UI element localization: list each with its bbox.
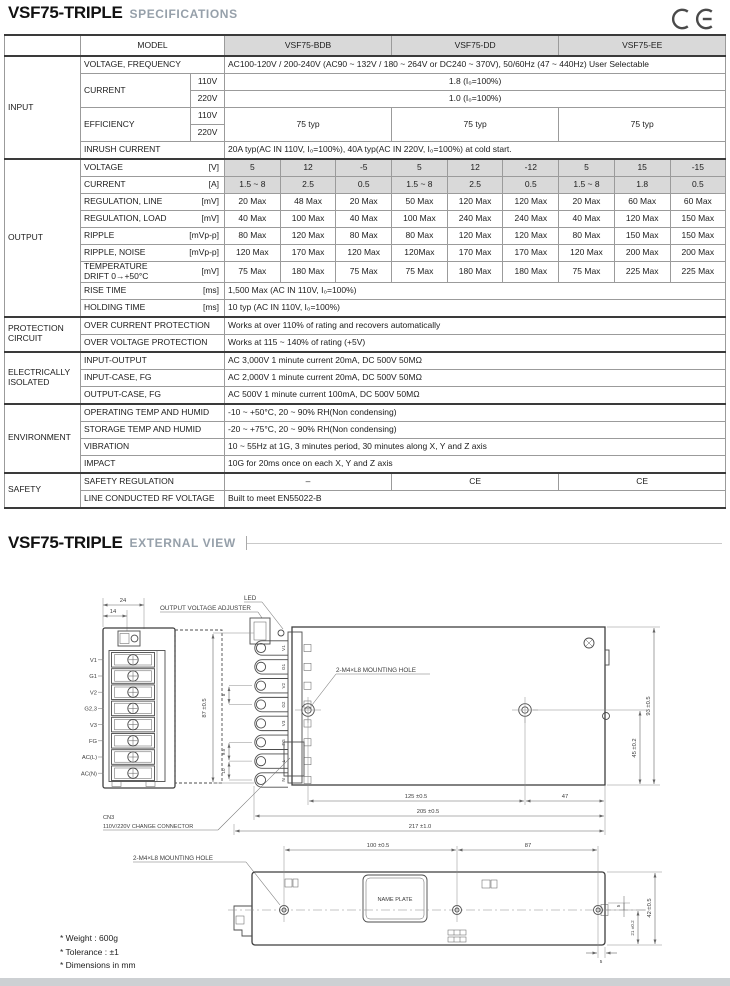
dim-87b: 87	[524, 843, 532, 849]
mounting-hole	[280, 846, 289, 922]
value-cell: 40 Max	[559, 211, 615, 228]
value-cell: Works at 115 ~ 140% of rating (+5V)	[225, 334, 726, 352]
dim-93: 93 ±0.5	[646, 696, 652, 716]
terminal-label: V2	[89, 690, 97, 697]
value-cell: 75 Max	[392, 262, 448, 283]
value-cell: 75 typ	[392, 108, 559, 142]
value-cell: –	[225, 473, 392, 491]
table-row	[5, 177, 726, 194]
mounting-hole-label: 2-M4×L8 MOUNTING HOLE	[133, 855, 213, 862]
row-label: CURRENT	[81, 74, 191, 108]
note-dimensions: * Dimensions in mm	[60, 960, 136, 970]
row-label: RIPPLE [mVp-p]	[81, 228, 225, 245]
table-row	[5, 194, 726, 211]
value-cell: 180 Max	[280, 262, 336, 283]
model-name-cell: VSF75-DD	[392, 35, 559, 56]
value-cell: 75 Max	[336, 262, 392, 283]
empty-corner-cell	[5, 35, 81, 56]
value-cell: 225 Max	[670, 262, 726, 283]
dim-47: 47	[561, 794, 569, 800]
ce-mark-logo	[668, 6, 720, 32]
value-cell: 80 Max	[559, 228, 615, 245]
dim-205: 205 ±0.5	[416, 809, 440, 815]
name-plate-label: NAME PLATE	[377, 897, 413, 903]
terminal-label: AC(L)	[81, 755, 97, 762]
dim-9-5: 9.5	[221, 748, 226, 756]
table-row	[5, 142, 726, 160]
section-label-safety: SAFETY	[5, 473, 81, 508]
value-cell: 60 Max	[670, 194, 726, 211]
row-label: REGULATION, LOAD [mV]	[81, 211, 225, 228]
table-row	[5, 404, 726, 422]
value-cell: 48 Max	[280, 194, 336, 211]
value-cell: 75 Max	[559, 262, 615, 283]
specifications-table	[4, 34, 726, 509]
value-cell: 100 Max	[392, 211, 448, 228]
value-cell: 225 Max	[614, 262, 670, 283]
value-cell: 170 Max	[280, 245, 336, 262]
value-cell: 20 Max	[336, 194, 392, 211]
front-view	[81, 598, 222, 788]
value-cell: 75 Max	[225, 262, 281, 283]
value-cell: 5	[225, 159, 281, 177]
terminal-label: G1	[281, 663, 286, 670]
value-cell: 20 Max	[559, 194, 615, 211]
value-cell: 150 Max	[670, 228, 726, 245]
terminal-label: N	[281, 778, 286, 782]
terminal-label: G2	[281, 701, 286, 708]
value-cell: Built to meet EN55022-B	[225, 490, 726, 508]
value-cell: -10 ~ +50°C, 20 ~ 90% RH(Non condensing)	[225, 404, 726, 422]
dim-21: 21 ±0.2	[630, 920, 635, 936]
row-label: STORAGE TEMP AND HUMID	[81, 421, 225, 438]
terminal-label: AC(N)	[80, 771, 97, 778]
value-cell: 80 Max	[225, 228, 281, 245]
note-weight: * Weight : 600g	[60, 933, 118, 943]
row-label: SAFETY REGULATION	[81, 473, 225, 491]
table-row	[5, 262, 726, 283]
terminal-label: V3	[89, 722, 97, 729]
sub-label: 220V	[191, 91, 225, 108]
specifications-header	[8, 3, 722, 23]
note-tolerance: * Tolerance : ±1	[60, 946, 119, 957]
value-cell: 240 Max	[503, 211, 559, 228]
value-cell: 15	[614, 159, 670, 177]
value-cell: 120 Max	[559, 245, 615, 262]
value-cell: 150 Max	[670, 211, 726, 228]
value-cell: -12	[503, 159, 559, 177]
table-row	[5, 334, 726, 352]
model-name-cell: VSF75-EE	[559, 35, 726, 56]
value-cell: 200 Max	[670, 245, 726, 262]
value-cell: 5	[392, 159, 448, 177]
table-row	[5, 159, 726, 177]
value-cell: 20 Max	[225, 194, 281, 211]
section-label-protection: PROTECTION CIRCUIT	[5, 317, 81, 352]
dim-24: 24	[119, 598, 127, 604]
external-view-drawing	[0, 560, 730, 986]
side-view	[133, 843, 662, 964]
row-label: HOLDING TIME [ms]	[81, 299, 225, 317]
value-cell: 12	[280, 159, 336, 177]
value-cell: 5	[559, 159, 615, 177]
mounting-hole	[453, 846, 462, 922]
row-label: RIPPLE, NOISE [mVp-p]	[81, 245, 225, 262]
dim-125: 125 ±0.5	[404, 794, 428, 800]
dim-42: 42 ±0.5	[647, 898, 653, 918]
table-row	[5, 421, 726, 438]
table-row	[5, 299, 726, 317]
model-header-row	[5, 35, 726, 56]
page-bottom-edge	[0, 978, 730, 986]
value-cell: 170 Max	[503, 245, 559, 262]
value-cell: 0.5	[336, 177, 392, 194]
value-cell: 120 Max	[447, 194, 503, 211]
row-label: INPUT-OUTPUT	[81, 352, 225, 370]
value-cell: 180 Max	[447, 262, 503, 283]
value-cell: 80 Max	[392, 228, 448, 245]
value-cell: 120 Max	[614, 211, 670, 228]
value-cell: 120Max	[392, 245, 448, 262]
row-label: OPERATING TEMP AND HUMID	[81, 404, 225, 422]
value-cell: 120 Max	[503, 194, 559, 211]
mounting-hole	[594, 846, 609, 958]
row-label: INPUT-CASE, FG	[81, 369, 225, 386]
model-label-cell: MODEL	[81, 35, 225, 56]
table-row	[5, 282, 726, 299]
value-cell: 80 Max	[336, 228, 392, 245]
page-subtitle: SPECIFICATIONS	[129, 7, 238, 21]
value-cell: AC 2,000V 1 minute current 20mA, DC 500V 50MΩ	[225, 369, 726, 386]
table-row	[5, 211, 726, 228]
dim-5-top: 5	[616, 904, 621, 908]
table-row	[5, 245, 726, 262]
value-cell: 0.5	[503, 177, 559, 194]
value-cell: 120 Max	[336, 245, 392, 262]
row-label: EFFICIENCY	[81, 108, 191, 142]
value-cell: 50 Max	[392, 194, 448, 211]
value-cell: 120 Max	[225, 245, 281, 262]
value-cell: 150 Max	[614, 228, 670, 245]
value-cell: 240 Max	[447, 211, 503, 228]
change-connector-label: 110V/220V CHANGE CONNECTOR	[103, 824, 194, 830]
model-name-cell: VSF75-BDB	[225, 35, 392, 56]
value-cell: 1.5 ~ 8	[559, 177, 615, 194]
section-label-input: INPUT	[5, 56, 81, 159]
value-cell: CE	[559, 473, 726, 491]
row-label: OVER CURRENT PROTECTION	[81, 317, 225, 335]
terminal-label: FG	[281, 739, 286, 746]
value-cell: 75 typ	[225, 108, 392, 142]
view-subtitle: EXTERNAL VIEW	[129, 536, 236, 550]
table-row	[5, 108, 726, 125]
table-row	[5, 317, 726, 335]
sub-label: 110V	[191, 74, 225, 91]
cn3-label: CN3	[103, 815, 115, 821]
section-label-environment: ENVIRONMENT	[5, 404, 81, 473]
value-cell: 100 Max	[280, 211, 336, 228]
value-cell: AC 3,000V 1 minute current 20mA, DC 500V 50MΩ	[225, 352, 726, 370]
dim-10: 10	[221, 768, 226, 774]
table-row	[5, 228, 726, 245]
value-cell: AC100-120V / 200-240V (AC90 ~ 132V / 180 ~ 264V or DC240 ~ 370V), 50/60Hz (47 ~ 440Hz) User Selectable	[225, 56, 726, 74]
table-row	[5, 386, 726, 404]
mounting-hole-label: 2-M4×L8 MOUNTING HOLE	[336, 667, 416, 674]
top-view	[103, 595, 660, 835]
value-cell: 1,500 Max (AC IN 110V, I₀=100%)	[225, 282, 726, 299]
value-cell: 180 Max	[503, 262, 559, 283]
value-cell: 12	[447, 159, 503, 177]
terminal-label: FG	[88, 739, 97, 745]
table-row	[5, 438, 726, 455]
front-terminal-labels	[81, 658, 104, 777]
value-cell: 40 Max	[336, 211, 392, 228]
terminal-label: V2	[281, 682, 286, 689]
value-cell: 1.0 (I₀=100%)	[225, 91, 726, 108]
value-cell: 10G for 20ms once on each X, Y and Z axis	[225, 455, 726, 473]
value-cell: 40 Max	[225, 211, 281, 228]
value-cell: 120 Max	[447, 228, 503, 245]
value-cell: 2.5	[280, 177, 336, 194]
row-label: LINE CONDUCTED RF VOLTAGE	[81, 490, 225, 508]
sub-label: 220V	[191, 125, 225, 142]
table-row	[5, 490, 726, 508]
value-cell: 200 Max	[614, 245, 670, 262]
page-title: VSF75-TRIPLE	[8, 3, 123, 22]
divider	[247, 543, 722, 544]
sub-label: 110V	[191, 108, 225, 125]
drawing-notes	[60, 932, 136, 973]
terminal-label: V1	[281, 645, 286, 651]
value-cell: 60 Max	[614, 194, 670, 211]
row-label: REGULATION, LINE [mV]	[81, 194, 225, 211]
value-cell: 10 typ (AC IN 110V, I₀=100%)	[225, 299, 726, 317]
table-row	[5, 56, 726, 74]
table-row	[5, 455, 726, 473]
value-cell: 1.5 ~ 8	[225, 177, 281, 194]
external-view-header	[8, 533, 722, 553]
row-label: OVER VOLTAGE PROTECTION	[81, 334, 225, 352]
terminal-label: V3	[281, 720, 286, 727]
value-cell: 120 Max	[503, 228, 559, 245]
table-row	[5, 74, 726, 91]
value-cell: 120 Max	[280, 228, 336, 245]
dim-14: 14	[109, 609, 117, 615]
row-label: VOLTAGE, FREQUENCY	[81, 56, 225, 74]
value-cell: 1.8	[614, 177, 670, 194]
value-cell: 10 ~ 55Hz at 1G, 3 minutes period, 30 minutes along X, Y and Z axis	[225, 438, 726, 455]
section-label-isolation: ELECTRICALLY ISOLATED	[5, 352, 81, 404]
adjuster-label: OUTPUT VOLTAGE ADJUSTER	[160, 605, 251, 612]
value-cell: AC 500V 1 minute current 100mA, DC 500V 50MΩ	[225, 386, 726, 404]
row-label: OUTPUT-CASE, FG	[81, 386, 225, 404]
terminal-label: V1	[89, 658, 97, 664]
row-label: IMPACT	[81, 455, 225, 473]
value-cell: -20 ~ +75°C, 20 ~ 90% RH(Non condensing)	[225, 421, 726, 438]
value-cell: Works at over 110% of rating and recovers automatically	[225, 317, 726, 335]
value-cell: 170 Max	[447, 245, 503, 262]
row-label: VIBRATION	[81, 438, 225, 455]
value-cell: CE	[392, 473, 559, 491]
dim-8: 8	[221, 693, 226, 697]
dim-217: 217 ±1.0	[408, 824, 432, 830]
value-cell: 1.5 ~ 8	[392, 177, 448, 194]
view-title: VSF75-TRIPLE	[8, 533, 123, 552]
table-row	[5, 473, 726, 491]
terminal-label: G2,3	[84, 706, 97, 713]
dim-100: 100 ±0.5	[366, 843, 390, 849]
value-cell: 1.8 (I₀=100%)	[225, 74, 726, 91]
terminal-label: G1	[89, 674, 97, 681]
row-label: RISE TIME [ms]	[81, 282, 225, 299]
row-label: CURRENT [A]	[81, 177, 225, 194]
row-label: INRUSH CURRENT	[81, 142, 225, 160]
value-cell: 0.5	[670, 177, 726, 194]
value-cell: 75 typ	[559, 108, 726, 142]
value-cell: -5	[336, 159, 392, 177]
led-label: LED	[244, 595, 257, 602]
table-row	[5, 352, 726, 370]
row-label: VOLTAGE [V]	[81, 159, 225, 177]
table-row	[5, 369, 726, 386]
dim-45: 45 ±0.2	[632, 738, 638, 758]
dim-87: 87 ±0.5	[202, 698, 208, 718]
value-cell: 20A typ(AC IN 110V, I₀=100%), 40A typ(AC IN 220V, I₀=100%) at cold start.	[225, 142, 726, 160]
terminal-label: L	[281, 759, 286, 763]
value-cell: 2.5	[447, 177, 503, 194]
section-label-output: OUTPUT	[5, 159, 81, 317]
row-label: TEMPERATURE DRIFT 0→+50°C [mV]	[81, 262, 225, 283]
dim-5-bottom: 5	[599, 959, 603, 964]
value-cell: -15	[670, 159, 726, 177]
top-terminal-labels	[281, 645, 286, 782]
